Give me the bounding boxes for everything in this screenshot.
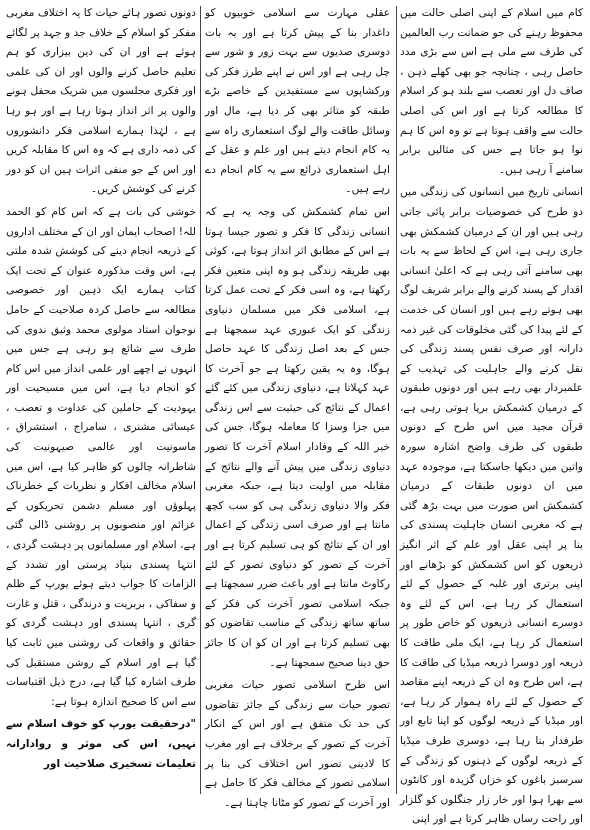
column-divider: [200, 6, 201, 794]
paragraph: اس تمام کشمکش کی وجہ یہ ہے کہ انسانی زندگی کا فکر و تصور جیسا ہوتا ہے اس کے مطابق اثر انداز ہوتا ہے، کوئی بھی طریقہ زندگی ہو وہ اپنی متعین فکر رکھتا ہے، وہ اسی فکر کے تحت عمل کرتا ہے، اسلامی فکر میں مسلمان دنیاوی زندگی کو ایک عبوری عہد سمجھتا ہے جس کے بعد اصل زندگی کا عہد حاصل ہوگا، وہ یہ یقین رکھتا ہے جو آخرت کا عہد کہلاتا ہے، دنیاوی زندگی میں کئے گئے اعمال کے نتائج کی حیثیت سے اس زندگی میں جزا وسزا کا معاملہ ہوگا، جس کی خبر اللہ کے وفادار اسلام آخرت کا تصور دنیاوی زندگی میں پیش آنے والے نتائج کے مقابلہ میں اولیت دیتا ہے، جبکہ مغربی فکر والا دنیاوی زندگی ہی کو سب کچھ مانتا ہے اور صرف اسی زندگی کے اعمال اور ان کے نتائج کو ہی تسلیم کرتا ہے اور آخرت کے تصور کو دنیاوی تصور کے لئے رکاوٹ مانتا ہے اور باعث ضرر سمجھتا ہے جبکہ اسلامی تصور آخرت کی فکر کے ساتھ ساتھ زندگی کے مناسب تقاضوں کو بھی تسلیم کرتا ہے اور ان کو ان کا جائز حق دینا صحیح سمجھتا ہے۔: [205, 205, 390, 669]
paragraph: خوشی کی بات ہے کہ اس کام کو الحمد للہ! اصحاب ایمان اور ان کے مختلف اداروں کے ذریعہ انجام دینے کی کوشش شدہ ملتی ہے، اس وقت مذکورہ عنوان کے تحت ایک کتاب ہمارے ایک ذہین اور خصوصی مطالعہ سے حاصل کردہ صلاحیت کے حامل نوجوان استاد مولوی محمد وثیق ندوی کی طرف سے شائع ہو رہی ہے جس میں انہوں نے اچھے اور علمی انداز میں اس کام کو انجام دیا ہے، اس میں مسیحیت اور یہودیت کے حاملین کی عداوت و تعصب ، عیسائی مشنری ، سامراج ، استشراق ، ماسونیت اور عالمی صیہونیت کی شاطرانہ چالوں کو ظاہر کیا ہے، اس میں اسلام مخالف افکار و نظریات کے خطرناک پہلوؤں اور مسلم دشمن تحریکوں کے عزائم اور منصوبوں پر روشنی ڈالی گئی ہے، اسلام اور مسلمانوں پر دہشت گردی ، انتہا پسندی بنیاد پرستی اور تشدد کے الزامات کا جواب دیتے ہوئے یورپ کے ظلم و سفاکی ، بربریت و درندگی ، قتل و غارت گری ، انتہا پسندی اور دہشت گردی کو حقائق و واقعات کی روشنی میں ثابت کیا گیا ہے اور اسلام کے روشن مستقبل کی طرف اشارہ کیا گیا ہے، درج ذیل اقتباسات سے اس کا صحیح اندازہ ہوتا ہے:: [6, 205, 196, 708]
text-column-right: [400, 4, 583, 826]
paragraph: عقلی مہارت سے اسلامی خوبیوں کو داغدار بنا کے پیش کرتا ہے اور یہ بات دوسری صدیوں سے بہت زور و شور سے چل رہی ہے اور اس نے اپنے طرز فکر کی ورکشاپوں سے مستفیدین کے خاصے بڑے طبقہ کو متاثر بھی کر دیا ہے، مال اور وسائل طاقت والے لوگ استعماری راہ سے یہ کام انجام دیتے ہیں اور علم و عقل کے اہل استعماری ذرائع سے یہ کام انجام دے رہے ہیں۔: [205, 7, 390, 196]
quotation: "درحقیقت یورپ کو خوف اسلام سے نہیں، اس کی موثر و روادارانہ تعلیمات تسخیری صلاحیت اور: [6, 718, 196, 770]
paragraph: کام میں اسلام کے اپنی اصلی حالت میں محفوظ رہنے کی جو ضمانت رب العالمین کی طرف سے ملی ہے اس سے بڑی مدد حاصل رہی ، چنانچہ جو بھی کھلے ذہن ، صاف دل اور تعصب سے بلند ہو کر اسلام کا مطالعہ کرتا ہے اور اس کی اصلی حالت سے واقف ہوتا ہے تو وہ اس کا ہم نوا ہو جاتا ہے جس کی مثالیں برابر سامنے آ رہی ہیں۔: [400, 7, 583, 176]
column-divider: [396, 6, 397, 794]
paragraph: اس طرح اسلامی تصور حیات مغربی تصور حیات سے زندگی کے جائز تقاضوں کی حد تک متفق ہے اور اس کے انکار آخرت کے تصور کے برخلاف ہے اور مغرب کا لادینی تصور اس اختلاف کی بنا پر اسلامی تصور کے مخالف فکر کا حامل ہے اور آخرت کے تصور کو مٹانا چاہتا ہے۔: [205, 679, 390, 809]
text-column-left: [6, 4, 196, 796]
paragraph: دونوں تصور ہائے حیات کا یہ اختلاف مغربی مفکر کو اسلام کے خلاف جد و جہد پر لگائے ہوئے ہے اور ان کی دین بیزاری کو ہم تعلیم حاصل کرنے والوں اور ان کی علمی اور فکری مجلسوں میں شریک محفل ہونے والوں پر اثر انداز ہوتا رہا ہے اور ہو رہا ہے ، لہٰذا ہمارے اسلامی فکر دانشوروں کی ذمہ داری ہے کہ وہ اس کا مقابلہ کریں اور اس کے جو منفی اثرات ہیں ان کو دور کرنے کی کوشش کریں۔: [6, 7, 196, 196]
paragraph: انسانی تاریخ میں انسانوں کی زندگی میں دو طرح کی خصوصیات برابر پائی جاتی رہی ہیں اور ان کے درمیان کشمکش بھی جاری رہی ہے، اس کے لحاظ سے یہ بات بھی سامنے آتی رہی ہے کہ اعلیٰ انسانی اقدار کے پسند کرنے والے برابر شریف لوگ بھی ہوتے رہے ہیں اور انسان کی خدمت کے لئے پیدا کی گئی مخلوقات کی غیر ذمہ دارانہ اور صرف نفس پسند زندگی کی نقل کرنے والے جاہلیت کی تہذیب کے علمبردار بھی رہے ہیں اور دونوں طبقوں کے درمیان کشمکش برپا ہوتی رہی ہے، قرآن مجید میں اس طرح کے دونوں طبقوں کی طرف واضح اشارہ سورہ واتین میں دیکھا جاسکتا ہے، موجودہ عہد میں ان دونوں طبقات کے درمیان کشمکش اس صورت میں بہت بڑھ گئی ہے کہ مغربی انسان جاہلیت پسندی کی بنا پر اپنی عقل اور علم کے اثر انگیز ذریعوں کو اس کشمکش کو بڑھانے اور اپنی برتری اور غلبہ کے حصول کے لئے استعمال کر رہا ہے، اس کے لئے وہ دوسرے انسانی ذریعوں کو خاص طور پر استعمال کر رہا ہے، ایک ملی طاقت کا ذریعہ اور دوسرا ذریعہ میڈیا کی طاقت کا ہے، اس طرح وہ ان کے ذریعہ اپنے مقاصد کے حصول کے لئے راہ ہموار کر رہا ہے، اور میڈیا کے ذریعہ لوگوں کو اپنا تابع اور طرفدار بنا رہا ہے، دوسری طرف میڈیا کے ذریعہ لوگوں کے ذہنوں کو زندگی کے سرسبز باغوں کو خزاں گزیدہ اور کانٹوں سے بھرا ہوا اور خار زار جنگلوں کو گلزار اور راحت رساں ظاہر کرتا ہے اور اپنی: [400, 186, 583, 826]
text-column-middle: [205, 4, 390, 809]
